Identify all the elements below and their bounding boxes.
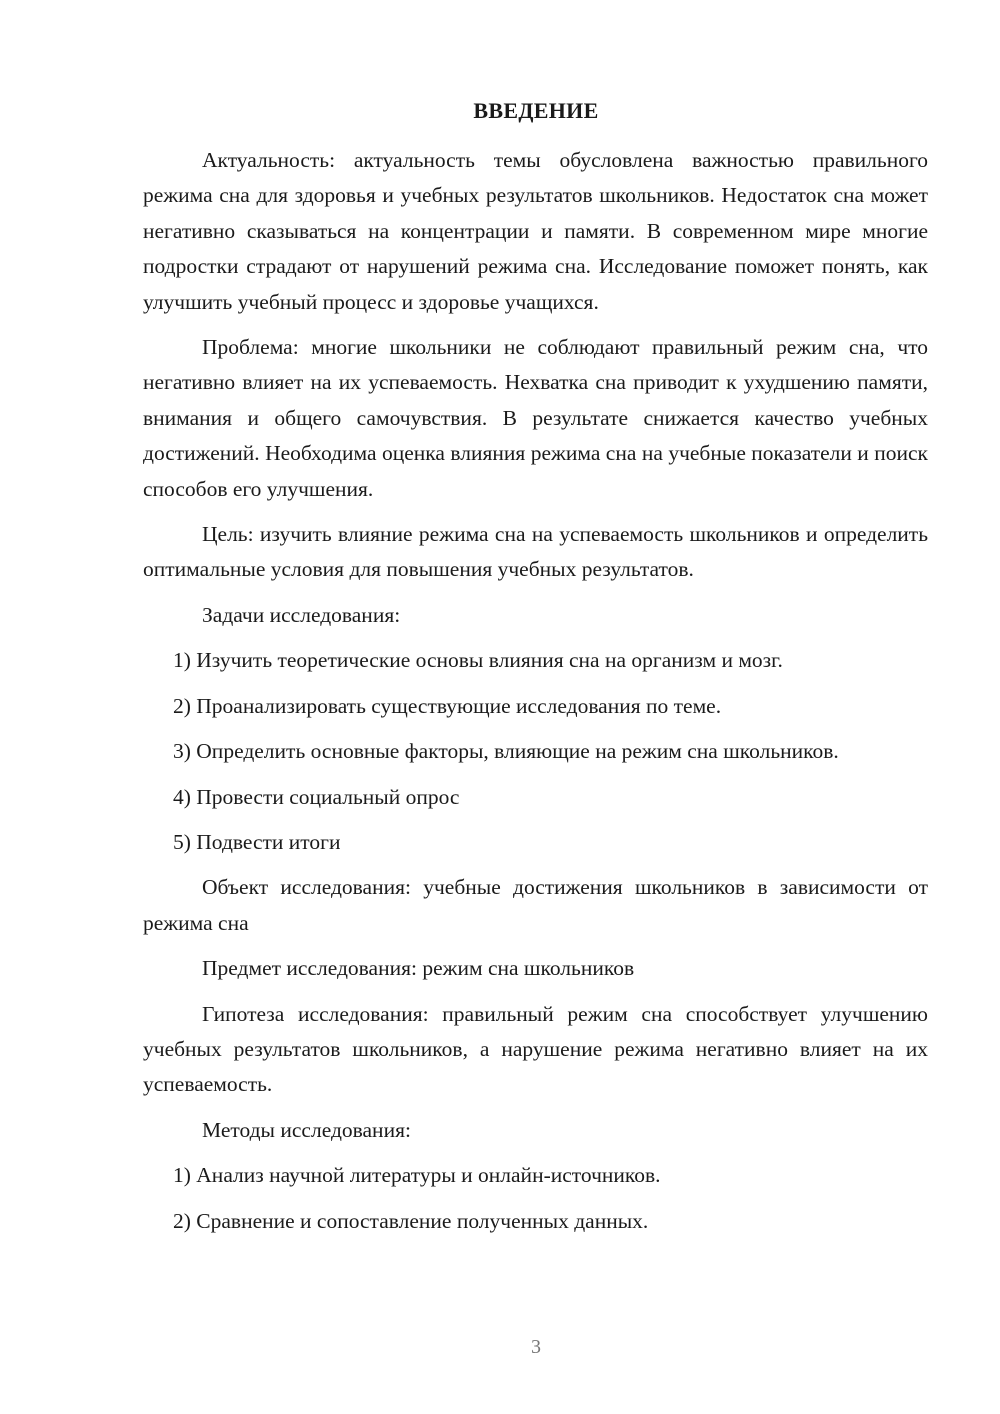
document-body [143,143,928,1239]
page-heading: ВВЕДЕНИЕ [473,98,599,123]
tasks-title: Задачи исследования: [202,602,401,627]
task-item-2: 2) Проанализировать существующие исследования по теме. [173,693,722,718]
task-item-3: 3) Определить основные факторы, влияющие на режим сна школьников. [173,739,839,764]
paragraph-relevance: Актуальность: актуальность темы обусловлена важностью правильного режима сна для здоровья и учебных результатов школьников. Недостаток сна может негативно сказываться на концентрации и памяти. В современном мире многие подростки страдают от нарушений режима сна. Исследование поможет понять, как улучшить учебный процесс и здоровье учащихся. [143,148,928,314]
task-item-1: 1) Изучить теоретические основы влияния сна на организм и мозг. [173,648,783,673]
methods-title: Методы исследования: [202,1117,411,1142]
method-item-2: 2) Сравнение и сопоставление полученных данных. [173,1208,649,1233]
paragraph-hypothesis: Гипотеза исследования: правильный режим сна способствует улучшению учебных результатов школьников, а нарушение режима негативно влияет на их успеваемость. [143,1001,928,1097]
task-item-5: 5) Подвести итоги [173,829,341,854]
paragraph-subject: Предмет исследования: режим сна школьников [202,956,635,981]
task-item-4: 4) Провести социальный опрос [173,784,460,809]
paragraph-problem: Проблема: многие школьники не соблюдают правильный режим сна, что негативно влияет на их успеваемость. Нехватка сна приводит к ухудшению памяти, внимания и общего самочувствия. В результате снижается качество учебных достижений. Необходима оценка влияния режима сна на учебные показатели и поиск способов его улучшения. [143,335,928,501]
method-item-1: 1) Анализ научной литературы и онлайн-источников. [173,1163,661,1188]
page-number: 3 [531,1336,541,1358]
paragraph-object: Объект исследования: учебные достижения школьников в зависимости от режима сна [143,875,928,935]
paragraph-goal: Цель: изучить влияние режима сна на успеваемость школьников и определить оптимальные условия для повышения учебных результатов. [143,522,928,582]
